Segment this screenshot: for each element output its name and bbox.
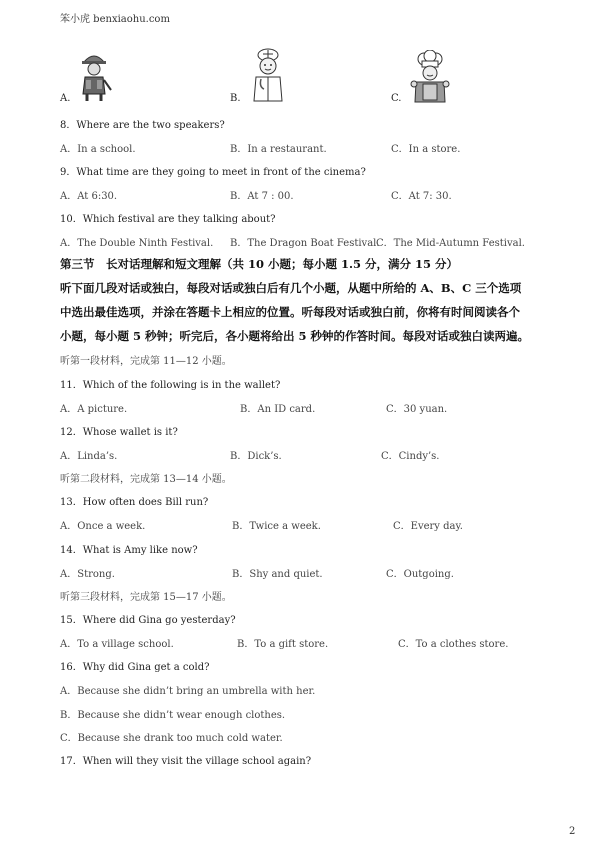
worker-with-hardhat-icon	[76, 50, 112, 102]
q11-option-b: B．An ID card.	[240, 404, 316, 415]
section-3-title: 第三节 长对话理解和短文理解（共 10 小题；每小题 1.5 分，满分 15 分）	[60, 257, 459, 271]
q13-option-c: C．Every day.	[393, 521, 463, 532]
q9-option-a: A．At 6:30.	[60, 191, 118, 202]
q14-option-a: A．Strong.	[60, 569, 115, 580]
question-11: 11．Which of the following is in the wallet?	[60, 380, 281, 391]
q8-option-b: B．In a restaurant.	[230, 144, 327, 155]
q15-option-b: B．To a gift store.	[237, 639, 329, 650]
q16-option-a: A．Because she didn’t bring an umbrella with her.	[60, 686, 316, 697]
option-a-letter: A.	[60, 93, 71, 104]
q9-option-b: B．At 7 : 00.	[230, 191, 294, 202]
section-3-line-3: 小题，每小题 5 秒钟；听完后，各小题将给出 5 秒钟的作答时间。每段对话或独白读两遍。	[60, 329, 530, 343]
q14-option-c: C．Outgoing.	[386, 569, 454, 580]
option-b-letter: B.	[230, 93, 241, 104]
question-12: 12．Whose wallet is it?	[60, 427, 178, 438]
q10-option-b: B．The Dragon Boat Festival.	[230, 238, 380, 249]
q13-option-a: A．Once a week.	[60, 521, 146, 532]
q11-option-c: C．30 yuan.	[386, 404, 448, 415]
question-10: 10．Which festival are they talking about?	[60, 214, 276, 225]
q8-option-a: A．In a school.	[60, 144, 136, 155]
question-14: 14．What is Amy like now?	[60, 545, 198, 556]
q10-option-c: C．The Mid-Autumn Festival.	[376, 238, 525, 249]
passage-2-instruction: 听第二段材料，完成第 13—14 小题。	[60, 474, 232, 485]
section-3-line-2: 中选出最佳选项，并涂在答题卡上相应的位置。听每段对话或独白前，你将有时间阅读各个	[60, 305, 520, 319]
q10-option-a: A．The Double Ninth Festival.	[60, 238, 214, 249]
question-9: 9．What time are they going to meet in front of the cinema?	[60, 167, 366, 178]
passage-1-instruction: 听第一段材料，完成第 11—12 小题。	[60, 356, 232, 367]
q8-option-c: C．In a store.	[391, 144, 461, 155]
q14-option-b: B．Shy and quiet.	[232, 569, 323, 580]
q12-option-c: C．Cindy’s.	[381, 451, 440, 462]
question-16: 16．Why did Gina get a cold?	[60, 662, 210, 673]
question-17: 17．When will they visit the village school again?	[60, 756, 312, 767]
doctor-with-cap-icon	[249, 47, 287, 103]
question-15: 15．Where did Gina go yesterday?	[60, 615, 236, 626]
q12-option-a: A．Linda’s.	[60, 451, 118, 462]
question-8: 8．Where are the two speakers?	[60, 120, 225, 131]
chef-with-hat-icon	[410, 50, 450, 104]
q15-option-c: C．To a clothes store.	[398, 639, 509, 650]
q16-option-c: C．Because she drank too much cold water.	[60, 733, 283, 744]
q16-option-b: B．Because she didn’t wear enough clothes.	[60, 710, 286, 721]
q9-option-c: C．At 7: 30.	[391, 191, 452, 202]
passage-3-instruction: 听第三段材料，完成第 15—17 小题。	[60, 592, 232, 603]
q12-option-b: B．Dick’s.	[230, 451, 282, 462]
question-13: 13．How often does Bill run?	[60, 497, 209, 508]
page-number: 2	[569, 826, 576, 837]
q13-option-b: B．Twice a week.	[232, 521, 321, 532]
q15-option-a: A．To a village school.	[60, 639, 174, 650]
option-c-letter: C.	[391, 93, 402, 104]
site-header: 笨小虎 benxiaohu.com	[60, 14, 170, 25]
section-3-line-1: 听下面几段对话或独白，每段对话或独白后有几个小题，从题中所给的 A、B、C 三个选项	[60, 281, 522, 295]
q11-option-a: A．A picture.	[60, 404, 128, 415]
